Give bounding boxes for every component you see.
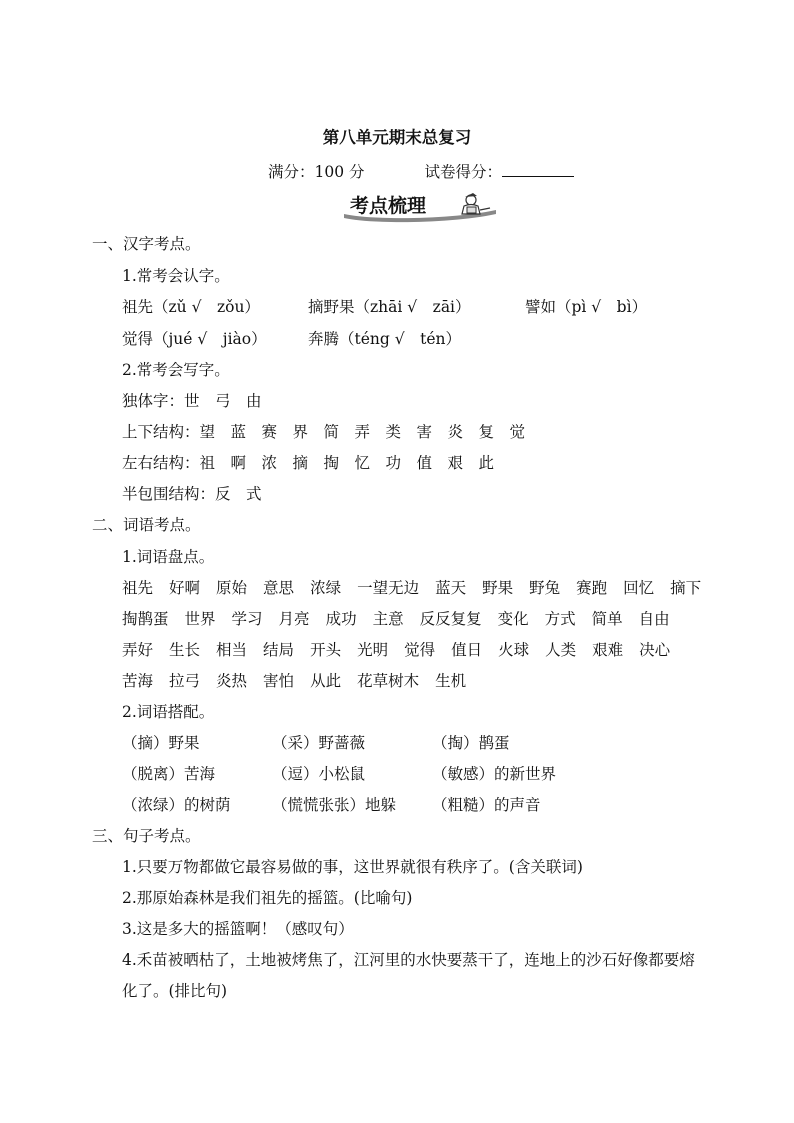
collocation-item: （脱离）苦海	[122, 765, 216, 783]
word-item: 人类	[545, 641, 577, 659]
word-item: 简单	[591, 610, 623, 628]
reading-item: 觉得（jué √ jiào）	[122, 330, 267, 348]
section-3-heading: 三、句子考点。	[92, 827, 201, 845]
word-item: 觉得	[404, 641, 436, 659]
word-item: 反反复复	[419, 610, 482, 628]
s1-sub1: 1.常考会认字。	[122, 267, 230, 285]
s2-sub2: 2.词语搭配。	[122, 703, 215, 721]
word-item: 祖先	[122, 579, 154, 597]
collocation-item: （摘）野果	[122, 734, 200, 752]
collocation-row	[122, 793, 541, 815]
word-row-2	[122, 607, 670, 629]
word-item: 世界	[184, 610, 216, 628]
left-right-list: 左右结构：祖 啊 浓 摘 掏 忆 功 值 艰 此	[122, 454, 495, 472]
collocation-row	[122, 731, 510, 753]
score-blank[interactable]	[502, 162, 574, 177]
score-line	[268, 160, 574, 182]
word-item: 赛跑	[576, 579, 608, 597]
section-1-heading: 一、汉字考点。	[92, 235, 201, 253]
collocation-item: （敏感）的新世界	[432, 765, 557, 783]
reading-item: 奔腾（téng √ tén）	[308, 330, 461, 348]
sentence-item: 2.那原始森林是我们祖先的摇篮。(比喻句)	[122, 889, 413, 907]
word-item: 从此	[310, 672, 342, 690]
word-item: 决心	[639, 641, 671, 659]
word-row-3	[122, 638, 670, 660]
word-item: 开头	[310, 641, 342, 659]
reading-item: 譬如（pì √ bì）	[525, 298, 648, 316]
collocation-item: （慌慌张张）地躲	[272, 796, 397, 814]
reading-row-2	[122, 327, 461, 349]
word-item: 野果	[482, 579, 514, 597]
word-item: 艰难	[592, 641, 624, 659]
collocation-item: （粗糙）的声音	[432, 796, 541, 814]
banner-text: 考点梳理	[350, 195, 427, 217]
word-item: 弄好	[122, 641, 154, 659]
reading-row-1	[122, 295, 647, 317]
word-item: 主意	[372, 610, 404, 628]
collocation-row	[122, 762, 556, 784]
word-item: 掏鹊蛋	[122, 610, 169, 628]
word-item: 相当	[216, 641, 248, 659]
word-item: 成功	[325, 610, 357, 628]
sentence-item: 1.只要万物都做它最容易做的事，这世界就很有秩序了。(含关联词)	[122, 858, 583, 876]
sentence-item: 化了。(排比句)	[122, 982, 228, 1000]
word-item: 值日	[451, 641, 483, 659]
word-item: 拉弓	[169, 672, 201, 690]
section-banner	[340, 190, 500, 224]
half-enclosure-list: 半包围结构：反 式	[122, 485, 262, 503]
word-item: 浓绿	[310, 579, 342, 597]
reading-item: 祖先（zǔ √ zǒu）	[122, 298, 260, 316]
word-item: 火球	[498, 641, 530, 659]
word-item: 野兔	[529, 579, 561, 597]
sentence-item: 4.禾苗被晒枯了，土地被烤焦了，江河里的水快要蒸干了，连地上的沙石好像都要熔	[122, 951, 695, 969]
section-2-heading: 二、词语考点。	[92, 516, 201, 534]
top-bottom-list: 上下结构：望 蓝 赛 界 简 弄 类 害 炎 复 觉	[122, 423, 526, 441]
s1-sub2: 2.常考会写字。	[122, 361, 230, 379]
word-item: 结局	[263, 641, 295, 659]
word-row-4	[122, 669, 466, 691]
word-item: 苦海	[122, 672, 154, 690]
full-score: 满分：100 分	[268, 163, 365, 181]
word-item: 自由	[638, 610, 670, 628]
word-item: 学习	[231, 610, 263, 628]
student-reading-icon	[462, 193, 490, 214]
word-item: 变化	[497, 610, 529, 628]
collocation-item: （掏）鹊蛋	[432, 734, 510, 752]
s2-sub1: 1.词语盘点。	[122, 548, 215, 566]
word-item: 意思	[263, 579, 295, 597]
word-item: 生长	[169, 641, 201, 659]
score-label: 试卷得分：	[424, 163, 503, 181]
reading-item: 摘野果（zhāi √ zāi）	[308, 298, 471, 316]
word-item: 炎热	[216, 672, 248, 690]
word-item: 回忆	[623, 579, 655, 597]
single-char-list: 独体字：世 弓 由	[122, 392, 262, 410]
word-item: 好啊	[169, 579, 201, 597]
word-item: 蓝天	[435, 579, 467, 597]
word-item: 害怕	[263, 672, 295, 690]
collocation-item: （采）野蔷薇	[272, 734, 366, 752]
collocation-item: （浓绿）的树荫	[122, 796, 231, 814]
word-item: 原始	[216, 579, 248, 597]
word-item: 生机	[435, 672, 467, 690]
word-row-1	[122, 576, 701, 598]
word-item: 光明	[357, 641, 389, 659]
page-title: 第八单元期末总复习	[322, 128, 472, 147]
word-item: 月亮	[278, 610, 310, 628]
sentence-item: 3.这是多大的摇篮啊！（感叹句）	[122, 920, 354, 938]
collocation-item: （逗）小松鼠	[272, 765, 366, 783]
word-item: 花草树木	[357, 672, 420, 690]
word-item: 摘下	[670, 579, 702, 597]
word-item: 一望无边	[357, 579, 420, 597]
word-item: 方式	[544, 610, 576, 628]
